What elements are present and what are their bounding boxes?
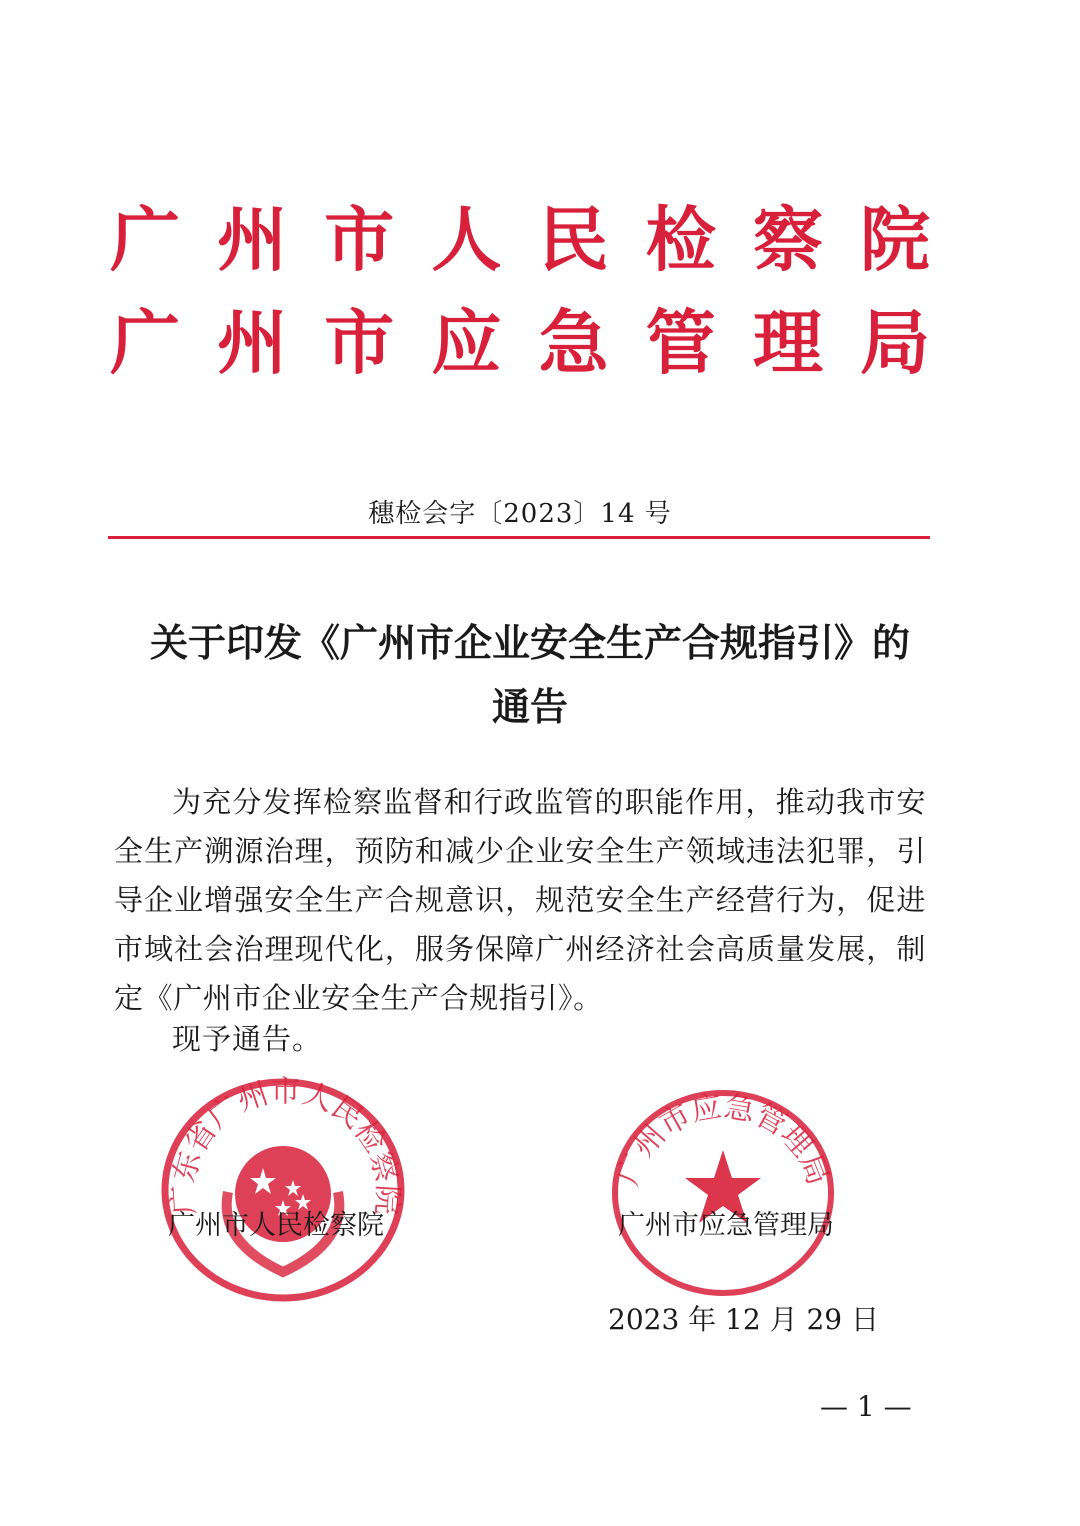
header-char: 急	[538, 302, 609, 384]
document-title-line-2: 通告	[491, 684, 568, 729]
header-char: 州	[217, 302, 288, 384]
header-char: 广	[110, 199, 180, 281]
header-char: 应	[431, 302, 502, 384]
header-char: 广	[110, 302, 180, 384]
signature-procuratorate: 广州市人民检察院	[168, 1210, 384, 1241]
issue-date: 2023 年 12 月 29 日	[608, 1303, 880, 1336]
header-char: 察	[752, 199, 823, 281]
header-line-1	[110, 199, 930, 281]
header-char: 院	[859, 199, 930, 281]
header-char: 局	[859, 302, 930, 384]
header-char: 管	[645, 302, 716, 384]
header-char: 州	[217, 199, 288, 281]
header-char: 检	[645, 199, 716, 281]
left-seal-text: 广东省广州市人民检察院	[165, 1074, 406, 1216]
header-char: 市	[324, 199, 395, 281]
header-char: 人	[431, 199, 502, 281]
page-number: — 1 —	[820, 1390, 912, 1423]
closing-line: 现予通告。	[172, 1022, 323, 1056]
right-seal-text: 广州市应急管理局	[610, 1089, 836, 1190]
header-char: 理	[752, 302, 823, 384]
header-line-2	[110, 302, 930, 384]
signature-emergency-bureau: 广州市应急管理局	[618, 1210, 834, 1241]
document-number: 穗检会字〔2023〕14 号	[368, 499, 672, 529]
red-divider	[108, 536, 930, 539]
body-paragraph: 为充分发挥检察监督和行政监管的职能作用，推动我市安全生产溯源治理，预防和减少企业安全生产领域违法犯罪，引导企业增强安全生产合规意识，规范安全生产经营行为，促进市域社会治理现代化，服务保障广州经济社会高质量发展，制定《广州市企业安全生产合规指引》。	[114, 785, 926, 1015]
header-char: 民	[538, 199, 609, 281]
header-char: 市	[324, 302, 395, 384]
emergency-bureau-seal-icon	[608, 1088, 838, 1298]
document-title-line-1: 关于印发《广州市企业安全生产合规指引》的	[149, 620, 910, 665]
procuratorate-seal-icon	[158, 1072, 408, 1302]
